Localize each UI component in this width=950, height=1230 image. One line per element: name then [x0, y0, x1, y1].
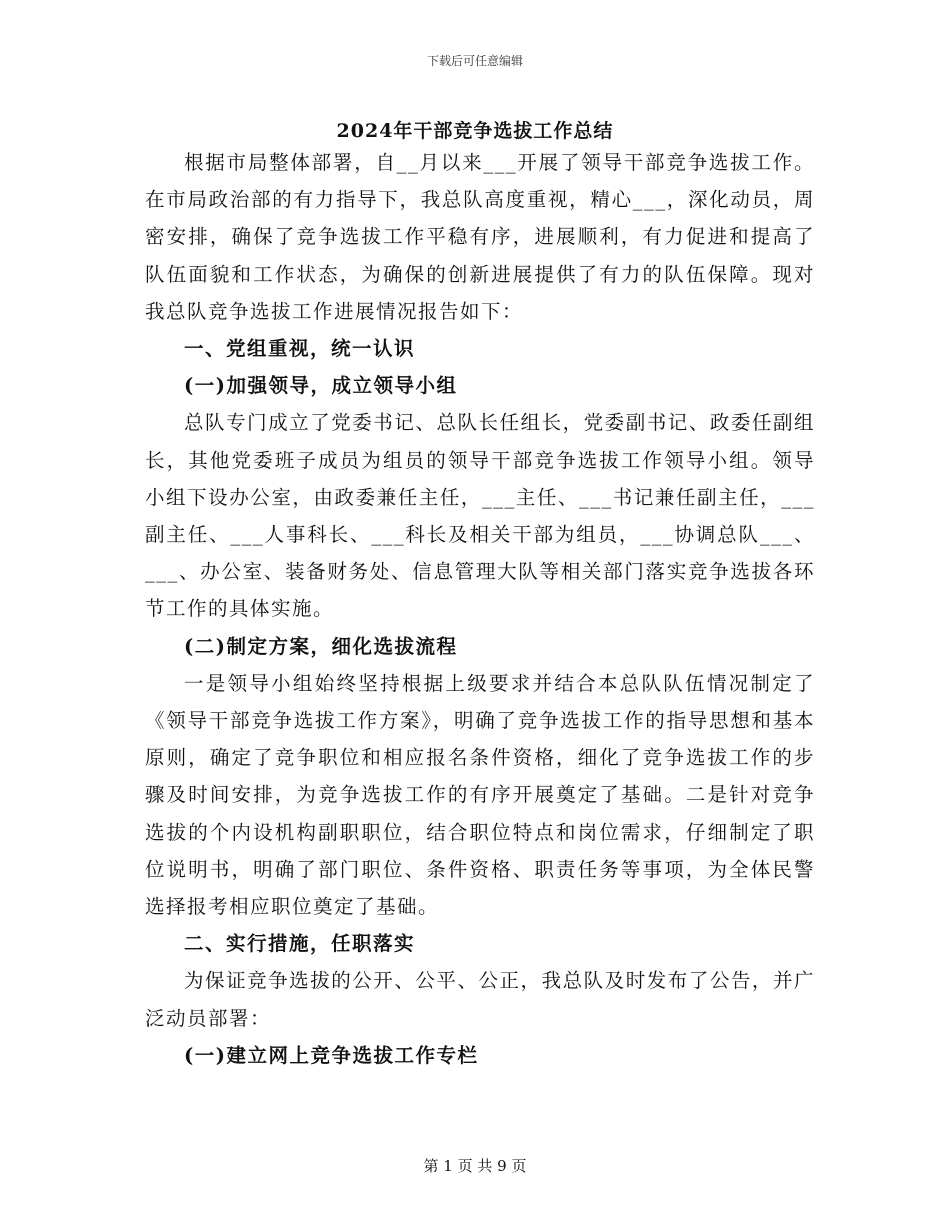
- page-footer: 第 1 页 共 9 页: [423, 1157, 527, 1175]
- section-heading-2: 二、实行措施，任职落实: [184, 932, 416, 956]
- subsection-heading-1-1: (一)加强领导，成立领导小组: [184, 374, 458, 398]
- page-header: 下载后可任意编辑: [426, 54, 523, 68]
- subsection-heading-1-2: (二)制定方案，细化选拔流程: [184, 634, 458, 658]
- paragraph-intro: 根据市局整体部署，自__月以来___开展了领导干部竞争选拔工作。在市局政治部的有力指导下，我总队高度重视，精心___，深化动员，周密安排，确保了竞争选拔工作平稳有序，进展顺利，有力促进和提高了队伍面貌和工作状态，为确保的创新进展提供了有力的队伍保障。现对我总队竞争选拔工作进展情况报告如下：: [145, 151, 815, 323]
- document-body: [145, 144, 815, 1074]
- paragraph-leadership-group: 总队专门成立了党委书记、总队长任组长，党委副书记、政委任副组长，其他党委班子成员为组员的领导干部竞争选拔工作领导小组。领导小组下设办公室，由政委兼任主任，___主任、___书记兼任副主任，___副主任、___人事科长、___科长及相关干部为组员，___协调总队___、___、办公室、装备财务处、信息管理大队等相关部门落实竞争选拔各环节工作的具体实施。: [145, 411, 815, 621]
- paragraph-measures: 为保证竞争选拔的公开、公平、公正，我总队及时发布了公告，并广泛动员部署：: [145, 969, 815, 1030]
- section-heading-1: 一、党组重视，统一认识: [184, 337, 416, 361]
- subsection-heading-2-1: (一)建立网上竞争选拔工作专栏: [184, 1043, 479, 1067]
- document-title: 2024年干部竞争选拔工作总结: [336, 120, 614, 142]
- paragraph-plan: 一是领导小组始终坚持根据上级要求并结合本总队队伍情况制定了《领导干部竞争选拔工作方案》，明确了竞争选拔工作的指导思想和基本原则，确定了竞争职位和相应报名条件资格，细化了竞争选拔工作的步骤及时间安排，为竞争选拔工作的有序开展奠定了基础。二是针对竞争选拔的个内设机构副职职位，结合职位特点和岗位需求，仔细制定了职位说明书，明确了部门职位、条件资格、职责任务等事项，为全体民警选择报考相应职位奠定了基础。: [145, 671, 815, 919]
